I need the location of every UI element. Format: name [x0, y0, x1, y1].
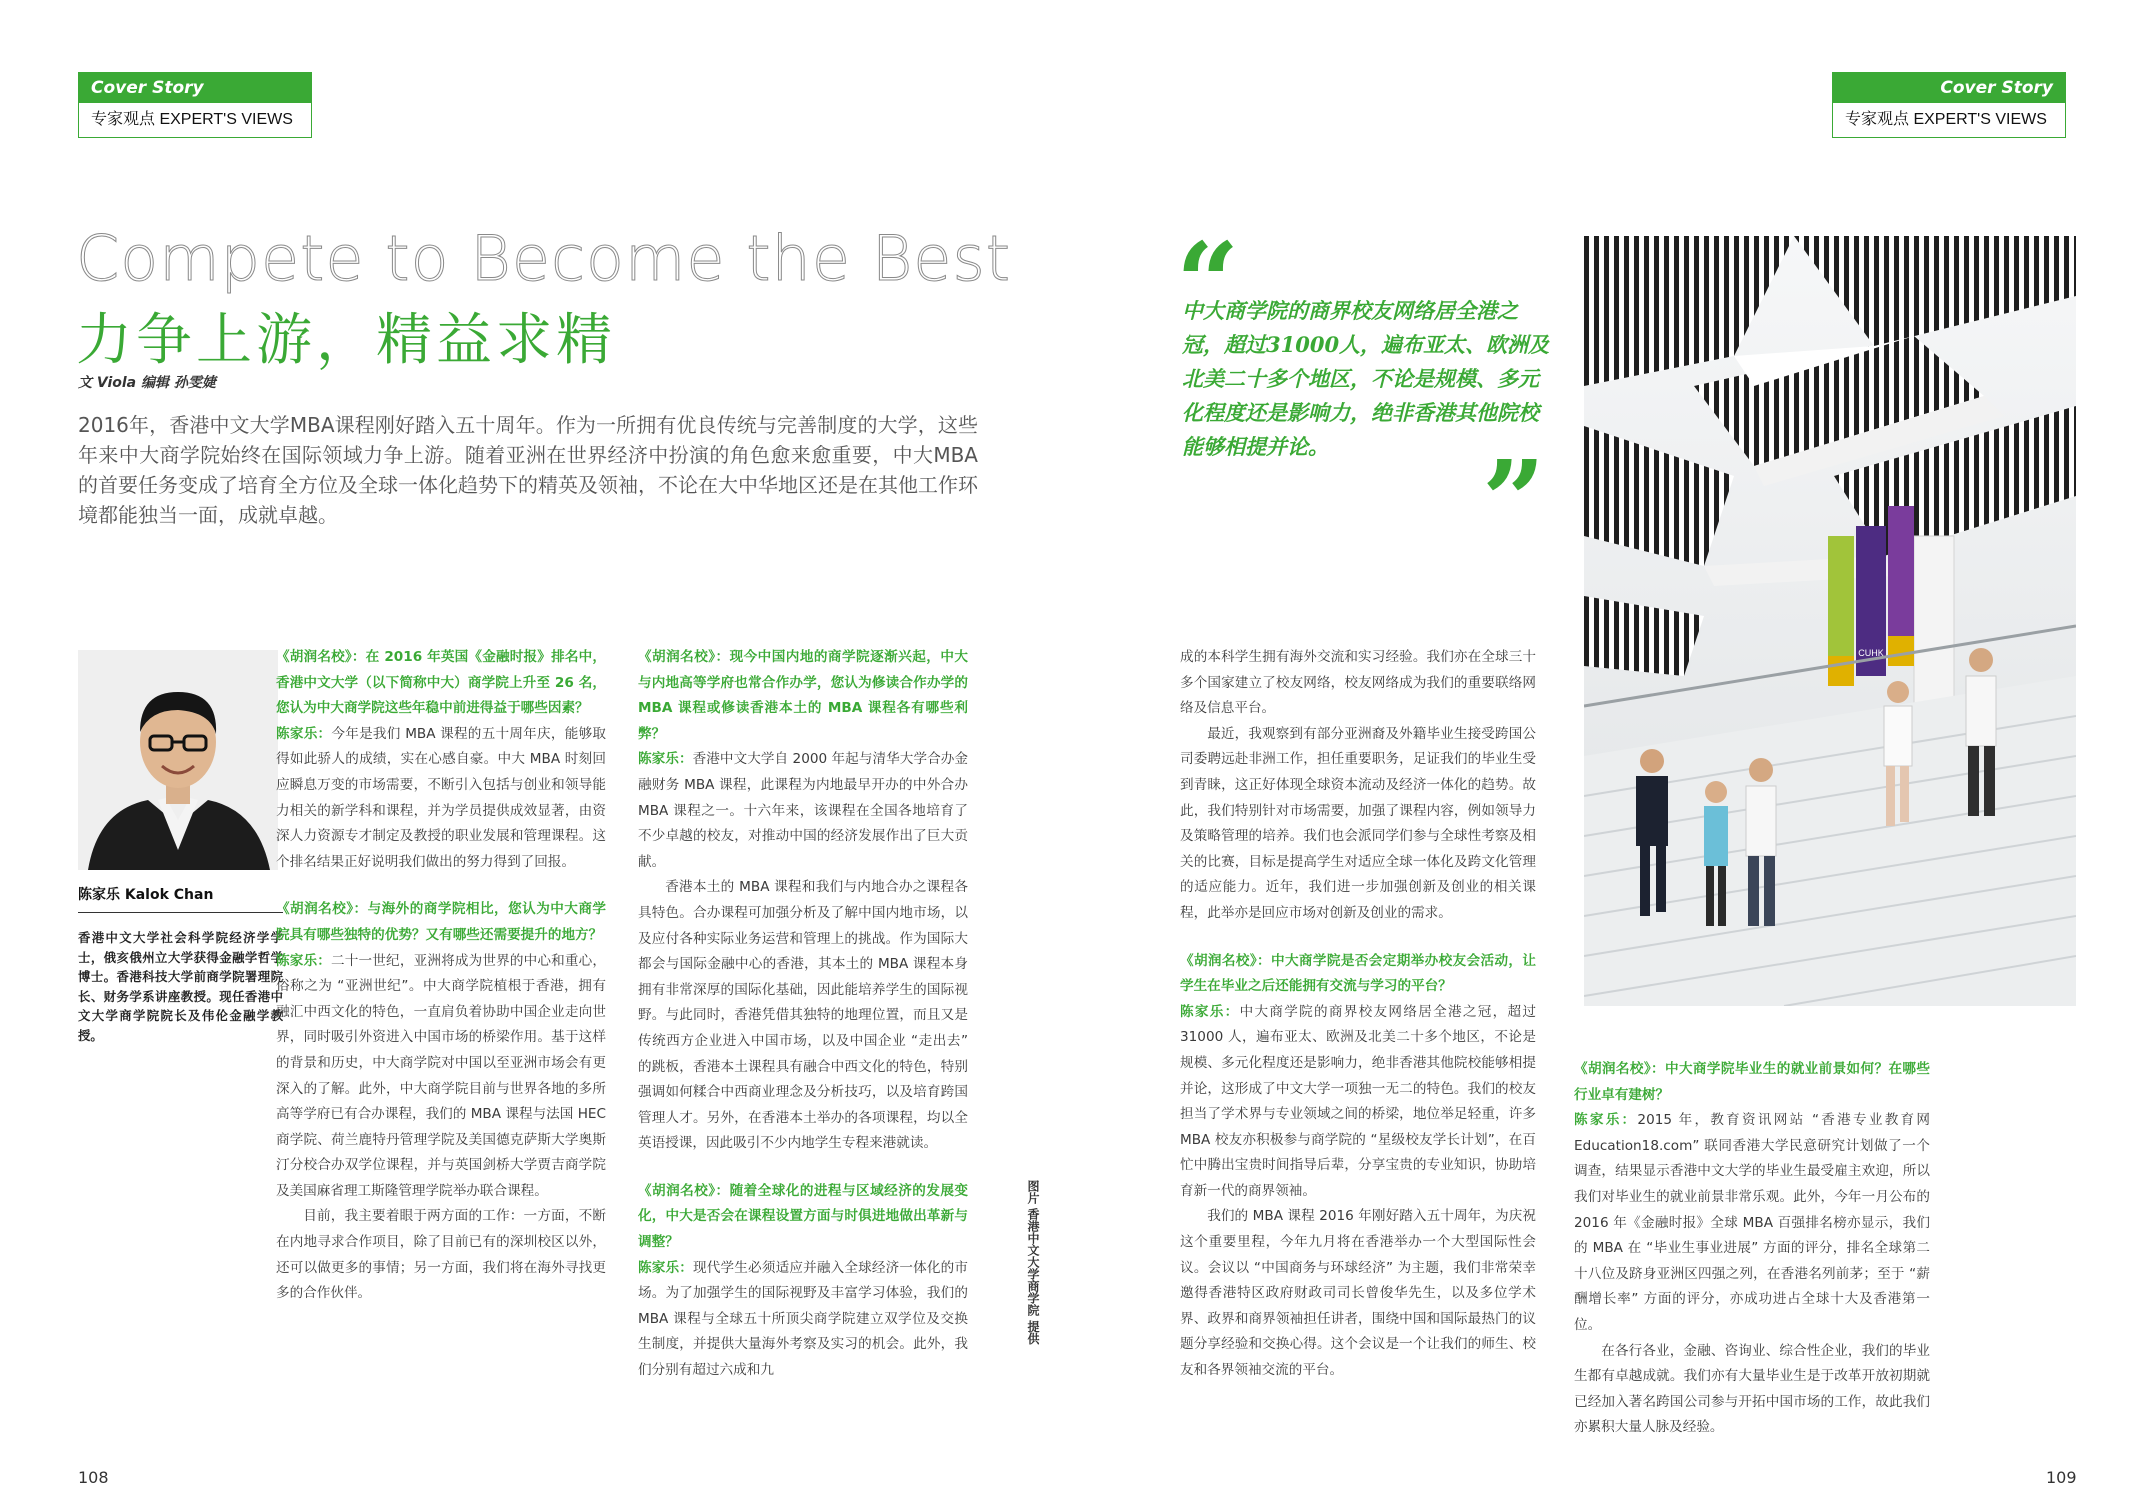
text-column-3 [1180, 645, 1536, 1384]
open-quote-icon: “ [1176, 218, 1240, 347]
interview-answer: 陈家乐：2015 年，教育资讯网站 “香港专业教育网 Education18.com” 联同香港大学民意研究计划做了一个调查，结果显示香港中文大学的毕业生最受雇主欢迎，所以我们对毕业生的就业前景非常乐观。此外，今年一月公布的 2016 年《金融时报》全球 MBA 百强排名榜亦显示，我们的 MBA 在 “毕业生事业进展” 方面的评分，排名全球第二十八位及跻身亚洲区四强之列，在香港名列前茅；至于 “薪酬增长率” 方面的评分，亦成功进占全球十大及香港第一位。 [1574, 1112, 1931, 1333]
close-quote-icon: ” [1482, 436, 1546, 565]
paragraph: 目前，我主要着眼于两方面的工作：一方面，不断在内地寻求合作项目，除了目前已有的深圳校区以外，还可以做更多的事情；另一方面，我们将在海外寻找更多的合作伙伴。 [276, 1208, 606, 1302]
section-sublabel: 专家观点 EXPERT'S VIEWS [1845, 111, 2047, 128]
article-title-en: Compete to Become the Best [76, 222, 1012, 295]
pull-quote: 中大商学院的商界校友网络居全港之冠，超过31000人，遍布亚太、欧洲及北美二十多个地区，不论是规模、多元化程度还是影响力，绝非香港其他院校能够相提并论。 [1182, 298, 1550, 459]
interview-question: 《胡润名校》：与海外的商学院相比，您认为中大商学院具有哪些独特的优势？又有哪些还需要提升的地方？ [276, 901, 606, 943]
interview-answer: 陈家乐：现代学生必须适应并融入全球经济一体化的市场。为了加强学生的国际视野及丰富学习体验，我们的 MBA 课程与全球五十所顶尖商学院建立双学位及交换生制度，并提供大量海外考察及实习的机会。此外，我们分别有超过六成和九 [638, 1259, 969, 1379]
bio-name: 陈家乐 Kalok Chan [78, 884, 283, 913]
text-column-4 [1574, 1057, 1930, 1441]
paragraph: 成的本科学生拥有海外交流和实习经验。我们亦在全球三十多个国家建立了校友网络，校友网络成为我们的重要联络网络及信息平台。 [1180, 649, 1536, 717]
section-label: Cover Story [1833, 73, 2065, 103]
section-sublabel: 专家观点 EXPERT'S VIEWS [91, 111, 293, 128]
bio-text: 香港中文大学社会科学院经济学学士，俄亥俄州立大学获得金融学哲学博士。香港科技大学前商学院署理院长、财务学系讲座教授。现任香港中文大学商学院院长及伟伦金融学教授。 [78, 930, 283, 1043]
speaker-label: 陈家乐： [638, 1259, 694, 1276]
section-label: Cover Story [79, 73, 311, 103]
speaker-label: 陈家乐： [276, 725, 332, 742]
page-number-right: 109 [2046, 1468, 2077, 1487]
section-badge-right [1832, 72, 2066, 138]
interview-question: 《胡润名校》：中大商学院毕业生的就业前景如何？在哪些行业卓有建树？ [1574, 1061, 1930, 1103]
paragraph: 在各行各业，金融、咨询业、综合性企业，我们的毕业生都有卓越成就。我们亦有大量毕业生是于改革开放初期就已经加入著名跨国公司参与开拓中国市场的工作，故此我们亦累积大量人脉及经验。 [1574, 1342, 1930, 1436]
speaker-label: 陈家乐： [638, 751, 693, 768]
text-column-2 [638, 645, 968, 1384]
paragraph: 香港本土的 MBA 课程和我们与内地合办之课程各具特色。合办课程可加强分析及了解中国内地市场，以及应付各种实际业务运营和管理上的挑战。作为国际大都会与国际金融中心的香港，其本土的 MBA 课程本身拥有非常深厚的国际化基础，因此能培养学生的国际视野。与此同时，香港凭借其独特的地理位置，而且又是传统西方企业进入中国市场，以及中国企业 “走出去” 的跳板，香港本土课程具有融合中西文化的特色，特别强调如何糅合中西商业理念及分析技巧，以及培育跨国管理人才。另外，在香港本土举办的各项课程，均以全英语授课，因此吸引不少内地学生专程来港就读。 [638, 879, 968, 1152]
interview-answer: 陈家乐：中大商学院的商界校友网络居全港之冠，超过 31000 人，遍布亚太、欧洲及北美二十多个地区，不论是规模、多元化程度还是影响力，绝非香港其他院校能够相提并论，这形成了中文大学一项独一无二的特色。我们的校友担当了学术界与专业领域之间的桥梁，地位举足轻重，许多 MBA 校友亦积极参与商学院的 “星级校友学长计划”，在百忙中腾出宝贵时间指导后辈，分享宝贵的专业知识，协助培育新一代的商界领袖。 [1180, 1003, 1537, 1199]
banner-text: CUHK [1858, 648, 1884, 658]
text-column-1 [276, 645, 606, 1307]
speaker-label: 陈家乐： [276, 952, 332, 969]
speaker-label: 陈家乐： [1180, 1003, 1240, 1020]
atrium-photo [1584, 236, 2076, 1006]
interview-answer: 陈家乐：香港中文大学自 2000 年起与清华大学合办金融财务 MBA 课程，此课程为内地最早开办的中外合办 MBA 课程之一。十六年来，该课程在全国各地培育了不少卓越的校友，对推动中国的经济发展作出了巨大贡献。 [638, 751, 968, 870]
interview-question: 《胡润名校》：在 2016 年英国《金融时报》排名中，香港中文大学（以下简称中大）商学院上升至 26 名，您认为中大商学院这些年稳中前进得益于哪些因素？ [276, 649, 606, 717]
photo-credit: 图片 香港中文大学商学院 提供 [1026, 1180, 1040, 1345]
portrait-photo [78, 650, 278, 870]
interview-question: 《胡润名校》：随着全球化的进程与区域经济的发展变化，中大是否会在课程设置方面与时俱进地做出革新与调整？ [638, 1182, 968, 1251]
page-number-left: 108 [78, 1468, 109, 1487]
section-badge-left [78, 72, 312, 138]
paragraph: 最近，我观察到有部分亚洲裔及外籍毕业生接受跨国公司委聘远赴非洲工作，担任重要职务，足证我们的毕业生受到青睐，这正好体现全球资本流动及经济一体化的趋势。故此，我们特别针对市场需要，加强了课程内容，例如领导力及策略管理的培养。我们也会派同学们参与全球性考察及相关的比赛，目标是提高学生对适应全球一体化及跨文化管理的适应能力。近年，我们进一步加强创新及创业的相关课程，此举亦是回应市场对创新及创业的需求。 [1180, 725, 1536, 921]
interview-answer: 陈家乐：今年是我们 MBA 课程的五十周年庆，能够取得如此骄人的成绩，实在心感自豪。中大 MBA 时刻回应瞬息万变的市场需要，不断引入包括与创业和领导能力相关的新学科和课程，并为学员提供成效显著，由资深人力资源专才制定及教授的职业发展和管理课程。这个排名结果正好说明我们做出的努力得到了回报。 [276, 725, 607, 870]
article-title-cn: 力争上游，精益求精 [76, 308, 616, 373]
interview-question: 《胡润名校》：中大商学院是否会定期举办校友会活动，让学生在毕业之后还能拥有交流与学习的平台？ [1180, 952, 1536, 995]
byline: 文 Viola 编辑 孙雯婕 [78, 375, 216, 391]
lead-paragraph: 2016年，香港中文大学MBA课程刚好踏入五十周年。作为一所拥有优良传统与完善制度的大学，这些年来中大商学院始终在国际领域力争上游。随着亚洲在世界经济中扮演的角色愈来愈重要，中大MBA的首要任务变成了培育全方位及全球一体化趋势下的精英及领袖，不论在大中华地区还是在其他工作环境都能独当一面，成就卓越。 [78, 413, 978, 527]
interview-question: 《胡润名校》：现今中国内地的商学院逐渐兴起，中大与内地高等学府也常合作办学，您认为修读合作办学的 MBA 课程或修读香港本土的 MBA 课程各有哪些利弊？ [638, 649, 968, 742]
speaker-label: 陈家乐： [1574, 1112, 1638, 1129]
atrium-illustration [1584, 236, 2076, 1006]
interview-answer: 陈家乐：二十一世纪，亚洲将成为世界的中心和重心，俗称之为 “亚洲世纪”。中大商学院植根于香港，拥有融汇中西文化的特色，一直肩负着协助中国企业走向世界，同时吸引外资进入中国市场的桥梁作用。基于这样的背景和历史，中大商学院对中国以至亚洲市场会有更深入的了解。此外，中大商学院目前与世界各地的多所高等学府已有合办课程，我们的 MBA 课程与法国 HEC 商学院、荷兰鹿特丹管理学院及美国德克萨斯大学奥斯汀分校合办双学位课程，并与英国剑桥大学贾吉商学院及美国麻省理工斯隆管理学院举办联合课程。 [276, 952, 607, 1199]
paragraph: 我们的 MBA 课程 2016 年刚好踏入五十周年，为庆祝这个重要里程，今年九月将在香港举办一个大型国际性会议。会议以 “中国商务与环球经济” 为主题，我们非常荣幸邀得香港特区政府财政司司长曾俊华先生，以及多位学术界、政界和商界领袖担任讲者，围绕中国和国际最热门的议题分享经验和交换心得。这个会议是一个让我们的师生、校友和各界领袖交流的平台。 [1180, 1208, 1536, 1379]
portrait-illustration [78, 650, 278, 870]
